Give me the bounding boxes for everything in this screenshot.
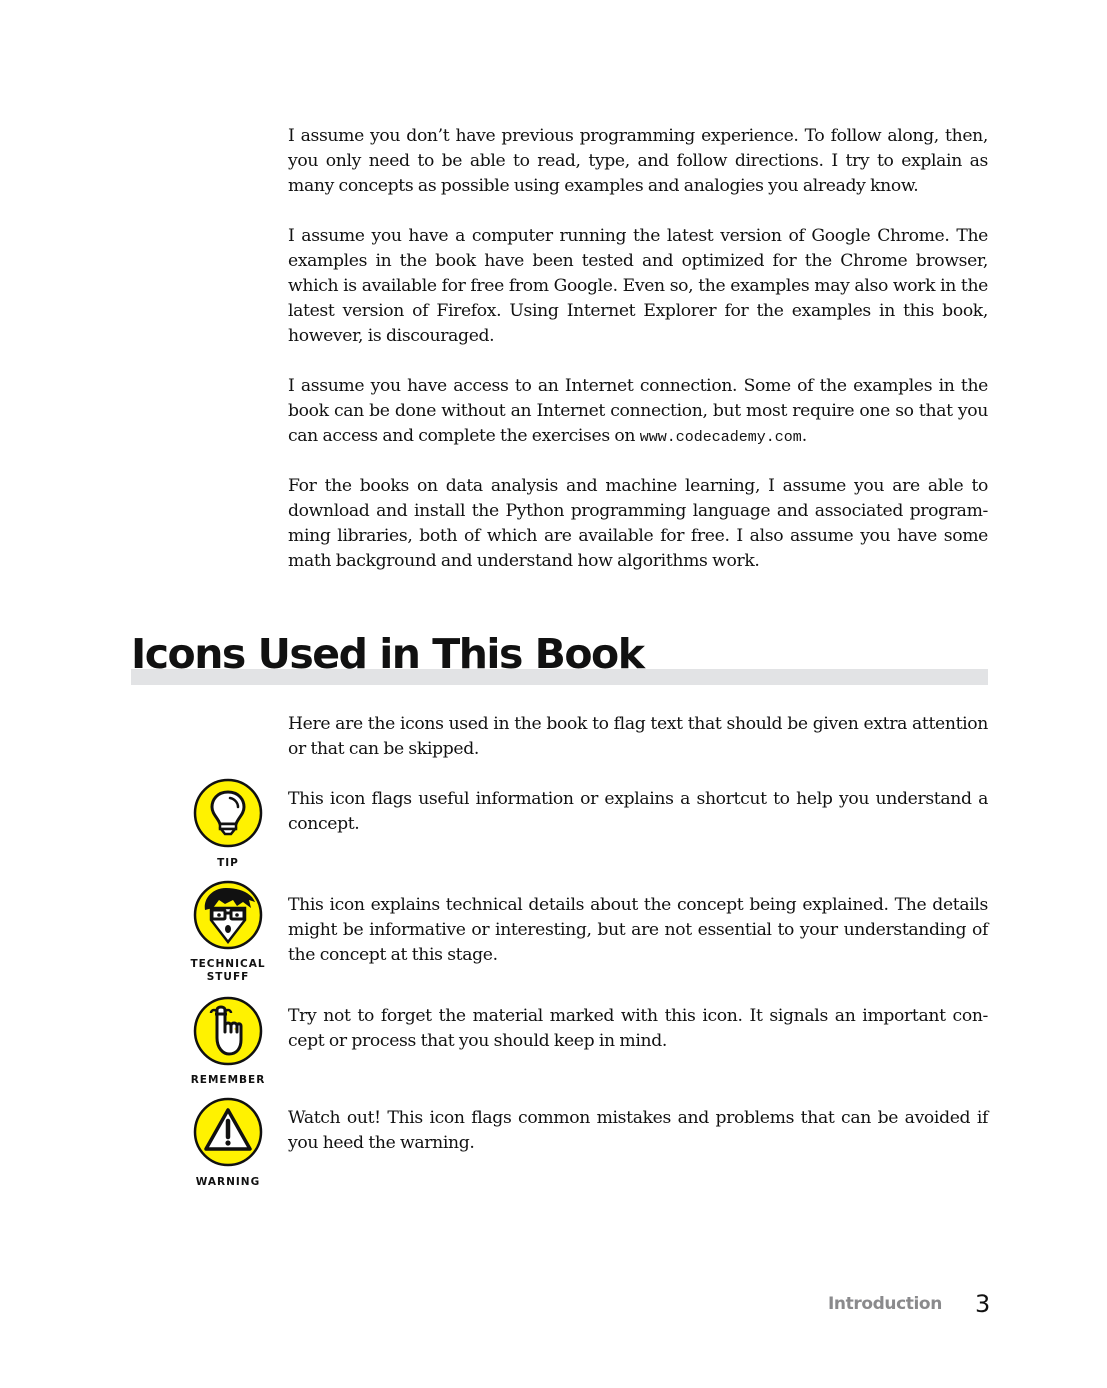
tip-description: This icon flags useful information or explains a shortcut to help you understand a concept.: [288, 789, 988, 834]
warning-triangle-icon: [193, 1097, 263, 1167]
warning-label: WARNING: [195, 1176, 261, 1188]
finger-string-icon: [193, 996, 263, 1066]
assumption-paragraph-3: [288, 374, 988, 450]
warning-description: Watch out! This icon flags common mistakes and problems that can be avoided if you heed the warning.: [288, 1108, 988, 1153]
section-heading: Icons Used in This Book: [131, 630, 644, 678]
lightbulb-icon: [193, 778, 263, 848]
page-number: 3: [975, 1290, 991, 1318]
tip-label: TIP: [217, 857, 239, 869]
assumption-paragraph-2: I assume you have a computer running the latest version of Google Chrome. The examples in the book have been tested and optimized for the Chrome browser, which is available for free from Google. Even so, the examples may also work in the latest version of Firefox. Using Internet Explorer for the examples in this book, however, is discouraged.: [288, 226, 988, 346]
remember-label: REMEMBER: [190, 1074, 266, 1086]
technical-stuff-description: This icon explains technical details about the concept being explained. The details might be informative or interesting, but are not essential to your understanding of the concept at this stage.: [288, 895, 988, 965]
footer-section-title: Introduction: [828, 1294, 942, 1314]
technical-guy-icon: [193, 880, 263, 950]
assumption-paragraph-1: I assume you don’t have previous programming experience. To follow along, then, you only need to be able to read, type, and follow directions. I try to explain as many concepts as possible using examples and analogies you already know.: [288, 126, 988, 196]
icons-intro: Here are the icons used in the book to flag text that should be given extra attention or that can be skipped.: [288, 714, 988, 759]
technical-stuff-label: TECHNICAL STUFF: [190, 958, 266, 983]
paragraph-text-end: .: [801, 426, 807, 446]
remember-description: Try not to forget the material marked with this icon. It signals an important con-cept or process that you should keep in mind.: [288, 1006, 988, 1051]
assumption-paragraph-4: For the books on data analysis and machine learning, I assume you are able to download and install the Python programming language and associated program-ming libraries, both of which are available for free. I also assume you have some math background and understand how algorithms work.: [288, 476, 988, 571]
codecademy-url: www.codecademy.com: [639, 429, 802, 446]
paragraph-text: I assume you have access to an Internet connection. Some of the examples in the book can be done without an Internet connection, but most require one so that you can access and complete the exercises on: [288, 376, 988, 446]
